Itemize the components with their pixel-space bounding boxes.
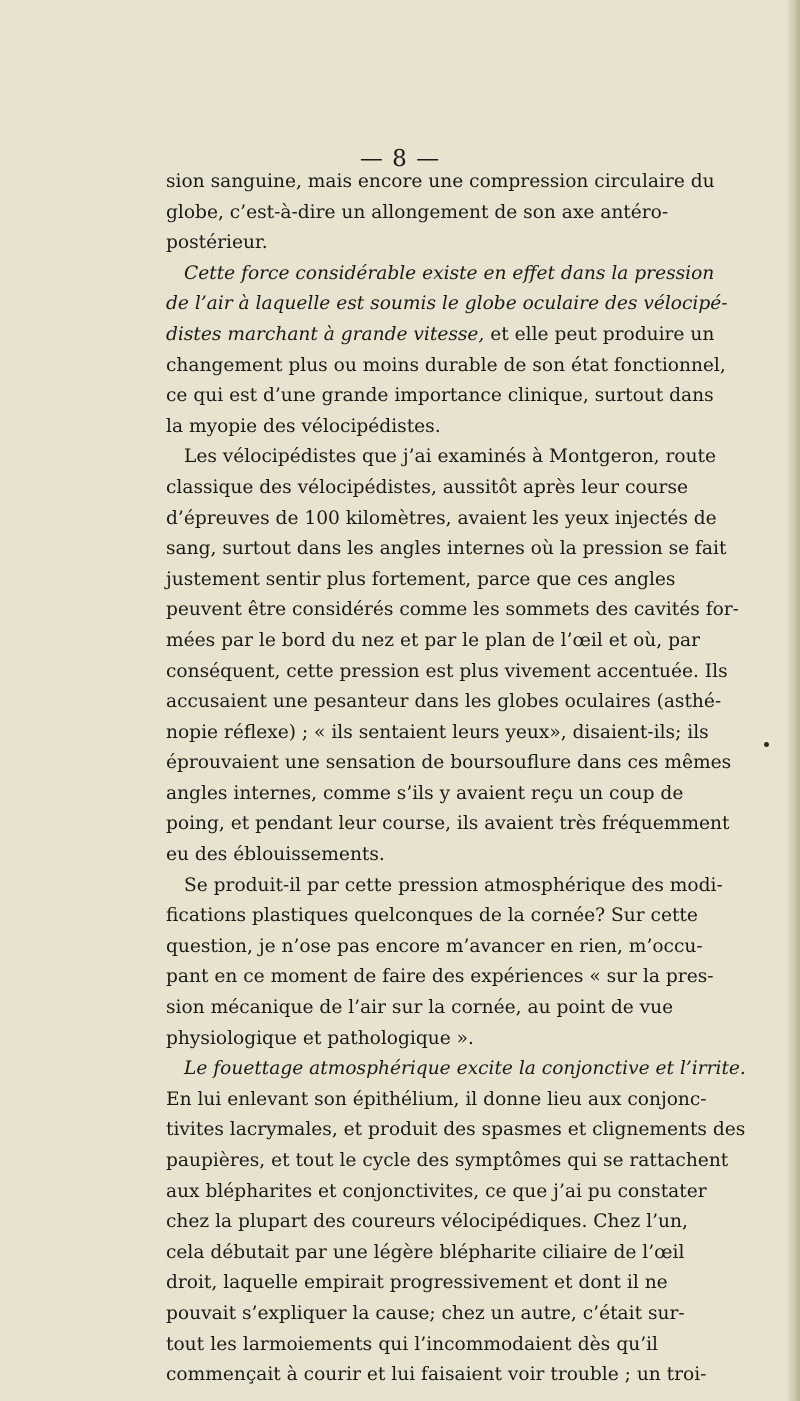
text-line: droit, laquelle empirait progressivement et dont il ne bbox=[166, 1272, 668, 1294]
text-line: fications plastiques quelconques de la cornée? Sur cette bbox=[166, 905, 698, 927]
text-line: sion mécanique de l’air sur la cornée, au point de vue bbox=[166, 997, 674, 1019]
text-line: aux blépharites et conjonctivites, ce que j’ai pu constater bbox=[166, 1180, 707, 1202]
text-line: changement plus ou moins durable de son état fonctionnel, bbox=[166, 354, 726, 376]
text-line: commençait à courir et lui faisaient voir trouble ; un troi- bbox=[166, 1364, 707, 1386]
text-line: accusaient une pesanteur dans les globes oculaires (asthé- bbox=[166, 691, 722, 713]
text-line: nopie réflexe) ; « ils sentaient leurs yeux», disaient-ils; ils bbox=[166, 721, 709, 743]
text-line: tout les larmoiements qui l’incommodaient dès qu’il bbox=[166, 1333, 658, 1355]
text-line: eu des éblouissements. bbox=[166, 844, 385, 866]
text-line: de l’air à laquelle est soumis le globe oculaire des vélocipé- bbox=[166, 293, 728, 315]
text-line: sion sanguine, mais encore une compression circulaire du bbox=[166, 171, 715, 192]
text-line: cela débutait par une légère blépharite ciliaire de l’œil bbox=[166, 1241, 685, 1263]
text-line: Se produit-il par cette pression atmosphérique des modi- bbox=[184, 874, 723, 896]
text-line: physiologique et pathologique ». bbox=[166, 1027, 474, 1049]
text-line: pant en ce moment de faire des expériences « sur la pres- bbox=[166, 966, 714, 988]
text-line: peuvent être considérés comme les sommets des cavités for- bbox=[166, 599, 739, 621]
text-line: question, je n’ose pas encore m’avancer en rien, m’occu- bbox=[166, 935, 703, 957]
stray-ink-mark bbox=[764, 742, 769, 747]
text-line: pouvait s’expliquer la cause; chez un autre, c’était sur- bbox=[166, 1302, 685, 1324]
text-line: justement sentir plus fortement, parce que ces angles bbox=[166, 568, 676, 590]
text-line: sang, surtout dans les angles internes où la pression se fait bbox=[166, 538, 727, 560]
text-line: globe, c’est-à-dire un allongement de son axe antéro- bbox=[166, 201, 669, 223]
text-line: mées par le bord du nez et par le plan de l’œil et où, par bbox=[166, 629, 700, 651]
text-line: classique des vélocipédistes, aussitôt après leur course bbox=[166, 476, 688, 498]
page-number: — 8 — bbox=[359, 146, 441, 172]
text-line: ce qui est d’une grande importance clinique, surtout dans bbox=[166, 385, 714, 407]
text-line: chez la plupart des coureurs vélocipédiques. Chez l’un, bbox=[166, 1211, 688, 1233]
text-line: angles internes, comme s’ils y avaient reçu un coup de bbox=[166, 782, 684, 804]
body-text bbox=[166, 167, 746, 1391]
text-line: Le fouettage atmosphérique excite la conjonctive et l’irrite. bbox=[184, 1058, 746, 1080]
text-line: d’épreuves de 100 kilomètres, avaient les yeux injectés de bbox=[166, 507, 717, 529]
text-line: paupières, et tout le cycle des symptômes qui se rattachent bbox=[166, 1150, 729, 1171]
page-edge bbox=[786, 0, 800, 1401]
text-line: Les vélocipédistes que j’ai examinés à Montgeron, route bbox=[184, 446, 717, 468]
text-line-italic-part: distes marchant à grande vitesse, bbox=[166, 323, 485, 345]
text-line: conséquent, cette pression est plus vivement accentuée. Ils bbox=[166, 660, 728, 682]
text-line: éprouvaient une sensation de boursouflure dans ces mêmes bbox=[166, 752, 732, 774]
text-line bbox=[166, 320, 715, 351]
text-line: la myopie des vélocipédistes. bbox=[166, 415, 441, 437]
text-line: poing, et pendant leur course, ils avaient très fréquemment bbox=[166, 813, 730, 835]
text-line: Cette force considérable existe en effet dans la pression bbox=[184, 262, 715, 284]
text-line-rest-part: et elle peut produire un bbox=[484, 323, 715, 345]
text-line: En lui enlevant son épithélium, il donne lieu aux conjonc- bbox=[166, 1088, 707, 1110]
text-line: postérieur. bbox=[166, 232, 268, 254]
text-line: tivites lacrymales, et produit des spasmes et clignements des bbox=[166, 1119, 746, 1141]
